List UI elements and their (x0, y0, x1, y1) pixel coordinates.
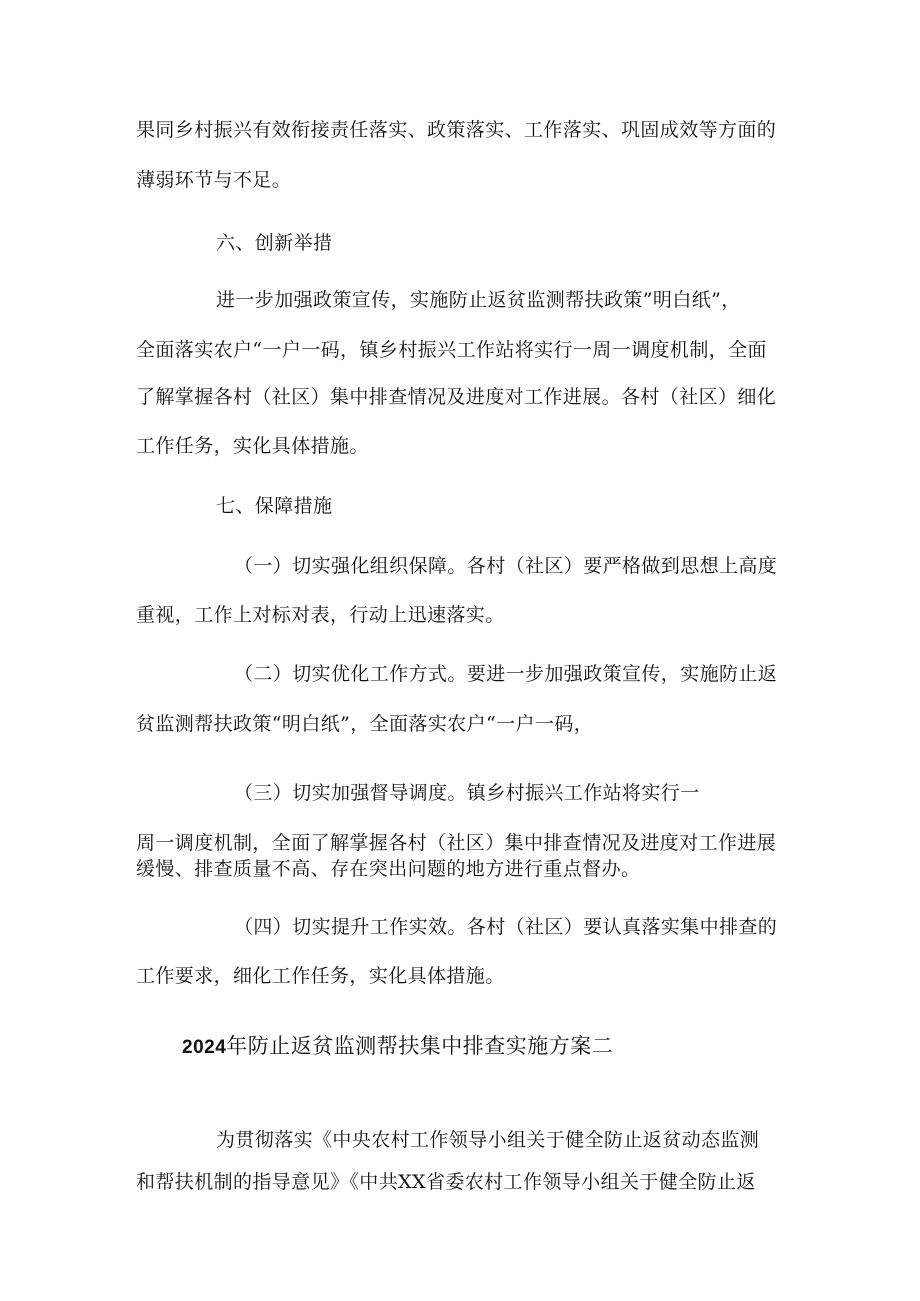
paragraph-line: 重视，工作上对标对表，行动上迅速落实。 (136, 604, 505, 626)
section-heading-innovation: 六、创新举措 (216, 232, 333, 254)
paragraph-line: （二）切实优化工作方式。要进一步加强政策宣传，实施防止返 (234, 663, 778, 685)
paragraph-line: 和帮扶机制的指导意见》《中共XX省委农村工作领导小组关于健全防止返 (136, 1171, 756, 1193)
paragraph-line: 了解掌握各村（社区）集中排查情况及进度对工作进展。各村（社区）细化 (136, 386, 777, 408)
paragraph-line: 缓慢、排查质量不高、存在突出问题的地方进行重点督办。 (136, 858, 641, 880)
title-year: 2024 (182, 1037, 227, 1058)
paragraph-line: 工作要求，细化工作任务，实化具体措施。 (136, 965, 505, 987)
paragraph-line: 贫监测帮扶政策“明白纸”，全面落实农户“一户一码， (136, 713, 594, 735)
paragraph-line: （四）切实提升工作实效。各村（社区）要认真落实集中排查的 (234, 916, 778, 938)
section-heading-safeguards: 七、保障措施 (216, 495, 333, 517)
paragraph-line: 薄弱环节与不足。 (136, 169, 292, 191)
paragraph-line: 进一步加强政策宣传，实施防止返贫监测帮扶政策”明白纸”， (216, 289, 741, 311)
title-text: 年防止返贫监测帮扶集中排查实施方案二 (226, 1034, 614, 1058)
paragraph-line: （一）切实强化组织保障。各村（社区）要严格做到思想上高度 (234, 555, 778, 577)
paragraph-line: 工作任务，实化具体措施。 (136, 435, 369, 457)
document-title (182, 1032, 613, 1062)
paragraph-line: 果同乡村振兴有效衔接责任落实、政策落实、工作落实、巩固成效等方面的 (136, 119, 777, 141)
paragraph-line: 全面落实农户“一户一码，镇乡村振兴工作站将实行一周一调度机制，全面 (136, 339, 767, 361)
paragraph-line: （三）切实加强督导调度。镇乡村振兴工作站将实行一 (234, 782, 700, 804)
paragraph-line: 为贯彻落实《中央农村工作领导小组关于健全防止返贫动态监测 (216, 1129, 760, 1151)
paragraph-line: 周一调度机制，全面了解掌握各村（社区）集中排查情况及进度对工作进展 (136, 832, 777, 854)
